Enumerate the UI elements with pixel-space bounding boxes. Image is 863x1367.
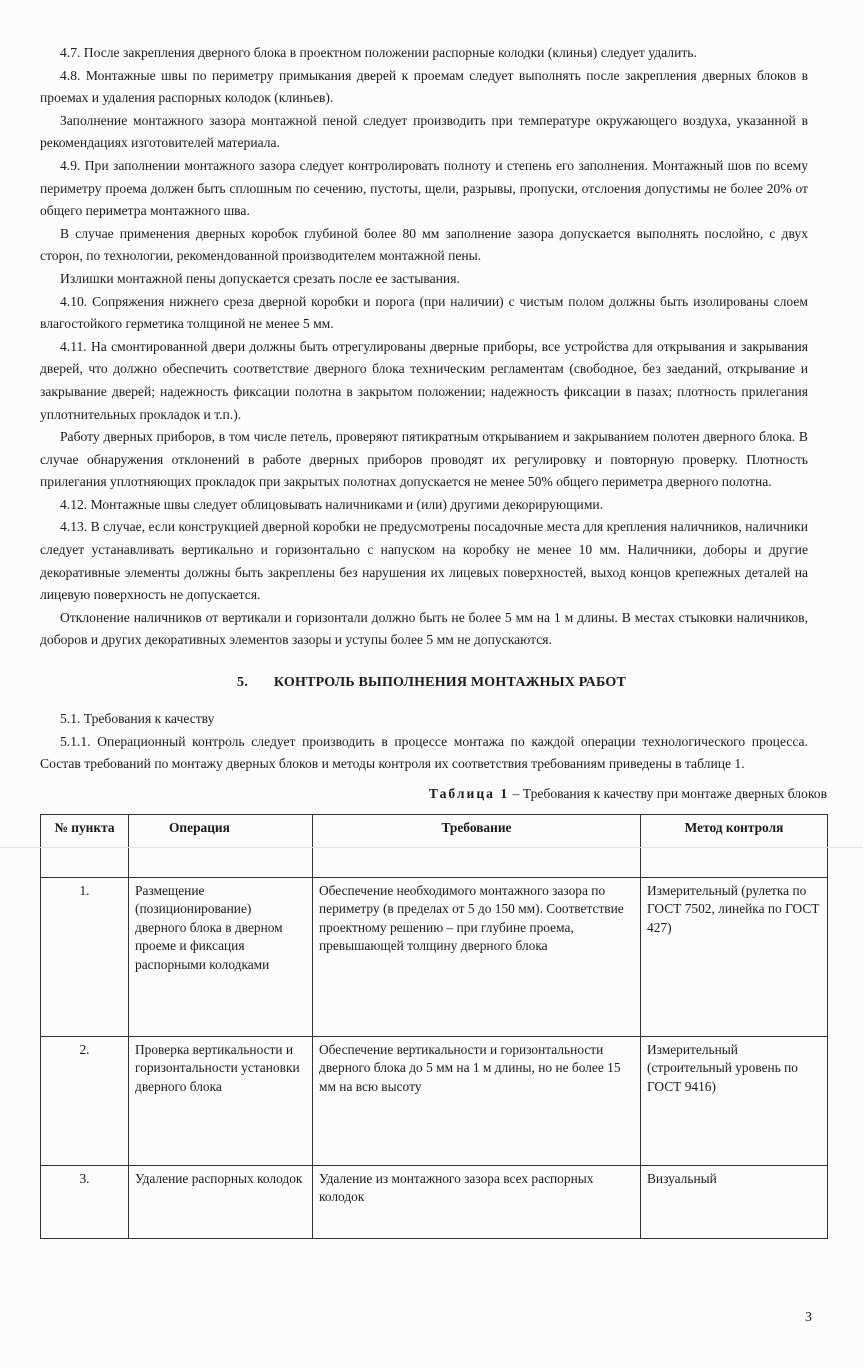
cell-control-method: Измерительный (строительный уровень по ГОСТ 9416)	[641, 1036, 828, 1165]
header-item-number: № пункта	[41, 814, 129, 877]
section-title: КОНТРОЛЬ ВЫПОЛНЕНИЯ МОНТАЖНЫХ РАБОТ	[273, 675, 626, 691]
page-number: 3	[805, 1309, 812, 1325]
subsection-5-1-1: 5.1.1. Операционный контроль следует производить в процессе монтажа по каждой операции технологического процесса. Состав требований по монтажу дверных блоков и методы контроля их соответствия требованиям приведены в таблице 1.	[40, 733, 808, 772]
table-header-row	[41, 814, 828, 877]
cell-number: 1.	[41, 877, 129, 1036]
paragraph-4-9: 4.9. При заполнении монтажного зазора следует контролировать полноту и степень его заполнения. Монтажный шов по всему периметру проема должен быть сплошным по сечению, пустоты, щели, разрывы, пропуски, отслоения допустимы не более 20% от общего периметра монтажного шва.	[40, 157, 808, 219]
header-control-method: Метод контроля	[641, 814, 828, 877]
paragraph-4-11: 4.11. На смонтированной двери должны быть отрегулированы дверные приборы, все устройства для открывания и закрывания дверей, что должно обеспечить соответствие дверного блока техническим регламентам (свободное, без заеданий, открывание и закрывание дверей; надежность фиксации полотна в закрытом положении; надежность фиксации в пазах; плотность прилегания уплотнительных прокладок и т.п.).	[40, 338, 808, 422]
subsection-text	[40, 708, 808, 776]
quality-requirements-table	[40, 814, 828, 1239]
table-row	[41, 877, 828, 1036]
paragraph-4-12: 4.12. Монтажные швы следует облицовывать наличниками и (или) другими декорирующими.	[60, 496, 604, 512]
cell-requirement: Обеспечение необходимого монтажного зазора по периметру (в пределах от 5 до 150 мм). Соответствие проектному решению – при глубине проема, превышающей толщину дверного блока	[313, 877, 641, 1036]
paragraph-4-10: 4.10. Сопряжения нижнего среза дверной коробки и порога (при наличии) с чистым полом должны быть изолированы слоем влагостойкого герметика толщиной не менее 5 мм.	[40, 293, 808, 332]
cell-control-method: Измерительный (рулетка по ГОСТ 7502, линейка по ГОСТ 427)	[641, 877, 828, 1036]
body-text	[40, 42, 808, 652]
paragraph-foam-temperature: Заполнение монтажного зазора монтажной пеной следует производить при температуре окружающего воздуха, указанной в рекомендациях изготовителей материала.	[40, 112, 808, 151]
cell-operation: Удаление распорных колодок	[129, 1165, 313, 1238]
cell-number: 3.	[41, 1165, 129, 1238]
subsection-5-1: 5.1. Требования к качеству	[60, 711, 215, 727]
header-requirement: Требование	[313, 814, 641, 877]
cell-operation: Размещение (позиционирование) дверного блока в дверном проеме и фиксация распорными колодками	[129, 877, 313, 1036]
paragraph-4-7: 4.7. После закрепления дверного блока в проектном положении распорные колодки (клинья) следует удалить.	[60, 45, 697, 60]
paragraph-4-8: 4.8. Монтажные швы по периметру примыкания дверей к проемам следует выполнять после закрепления дверных блоков в проемах и удаления распорных колодок (клиньев).	[40, 67, 808, 106]
cell-requirement: Обеспечение вертикальности и горизонтальности дверного блока до 5 мм на 1 м длины, но не более 15 мм на всю высоту	[313, 1036, 641, 1165]
cell-requirement: Удаление из монтажного зазора всех распорных колодок	[313, 1165, 641, 1238]
section-heading	[0, 672, 863, 694]
table-row	[41, 1165, 828, 1238]
paragraph-layered-fill: В случае применения дверных коробок глубиной более 80 мм заполнение зазора допускается выполнять послойно, с двух сторон, по технологии, рекомендованной производителем монтажной пены.	[40, 225, 808, 264]
table-caption	[40, 784, 827, 804]
paragraph-4-13: 4.13. В случае, если конструкцией дверной коробки не предусмотрены посадочные места для крепления наличников, наличники следует устанавливать вертикально и горизонтально с напуском на коробку не менее 10 мм. Наличники, доборы и другие декоративные элементы должны быть закреплены без нарушения их лицевых поверхностей, выход концов крепежных деталей на лицевую поверхность не допускается.	[40, 519, 808, 603]
cell-operation: Проверка вертикальности и горизонтальности установки дверного блока	[129, 1036, 313, 1165]
table-caption-text: – Требования к качеству при монтаже дверных блоков	[509, 785, 827, 801]
scan-seam-line	[0, 847, 863, 848]
cell-control-method: Визуальный	[641, 1165, 828, 1238]
table-row	[41, 1036, 828, 1165]
section-number: 5.	[237, 675, 248, 691]
table-caption-label: Таблица 1	[428, 785, 510, 801]
paragraph-trim-deviation: Отклонение наличников от вертикали и горизонтали должно быть не более 5 мм на 1 м длины. В местах стыковки наличников, доборов и других декоративных элементов зазоры и уступы более 5 мм не допускаются.	[40, 609, 808, 648]
paragraph-excess-foam: Излишки монтажной пены допускается срезать после ее застывания.	[60, 270, 460, 286]
cell-number: 2.	[41, 1036, 129, 1165]
header-operation: Операция	[129, 814, 313, 877]
paragraph-door-devices: Работу дверных приборов, в том числе петель, проверяют пятикратным открыванием и закрыванием полотен дверного блока. В случае обнаружения отклонений в работе дверных приборов проводят их регулировку и повторную проверку. Плотность прилегания уплотняющих прокладок при закрытых полотнах допускается не менее 50% общего периметра дверного полотна.	[40, 429, 808, 490]
